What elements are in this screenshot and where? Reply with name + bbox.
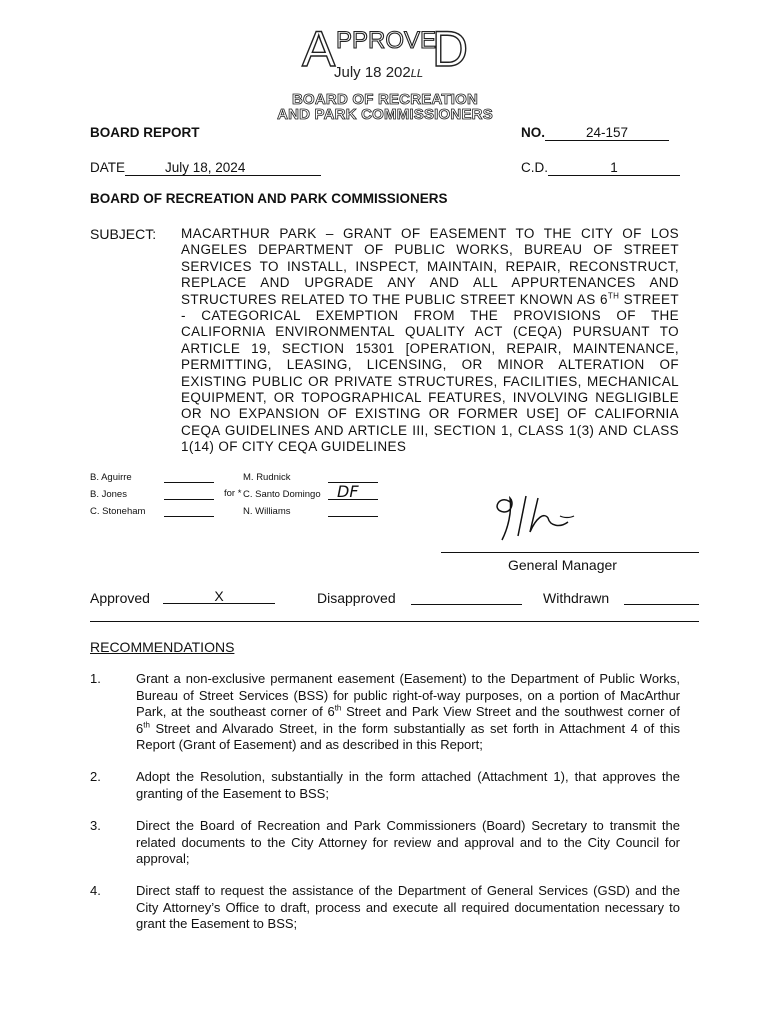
- subject-text: MACARTHUR PARK – GRANT OF EASEMENT TO THE CITY OF LOS ANGELES DEPARTMENT OF PUBLIC WORKS, BUREAU OF STREET SERVICES TO INSTALL, INSPECT, MAINTAIN, REPAIR, RECONSTRUCT, REPLACE AND UPGRADE ANY AND ALL APPURTENANCES AND STRUCTURES RELATED TO THE PUBLIC STREET KNOWN AS 6TH STREET - CATEGORICAL EXEMPTION FROM THE PROVISIONS OF THE CALIFORNIA ENVIRONMENTAL QUALITY ACT (CEQA) PURSUANT TO ARTICLE 19, SECTION 15301 [OPERATION, REPAIR, MAINTENANCE, PERMITTING, LEASING, LICENSING, OR MINOR ALTERATION OF EXISTING PUBLIC OR PRIVATE STRUCTURES, FACILITIES, MECHANICAL EQUIPMENT, OR TOPOGRAPHICAL FEATURES, INVOLVING NEGLIGIBLE OR NO EXPANSION OF EXISTING OR FORMER USE] OF CALIFORNIA CEQA GUIDELINES AND ARTICLE III, SECTION 1, CLASS 1(3) AND CLASS 1(14) OF CITY CEQA GUIDELINES: [181, 226, 679, 455]
- member-santo-domingo: C. Santo Domingo: [243, 489, 321, 500]
- handwritten-initials: DF: [337, 482, 359, 501]
- withdrawn-label: Withdrawn: [543, 590, 610, 606]
- svg-text:D: D: [432, 21, 469, 76]
- general-manager-label: General Manager: [508, 557, 617, 573]
- disapproved-label: Disapproved: [317, 590, 396, 606]
- svg-text:A: A: [302, 21, 336, 76]
- vote-line: [164, 489, 214, 500]
- stamp-organization: BOARD OF RECREATION AND PARK COMMISSIONERS: [277, 91, 493, 123]
- recommendation-text: Direct the Board of Recreation and Park Commissioners (Board) Secretary to transmit the related documents to the City Attorney for review and approval and to the City Council for approval;: [136, 818, 680, 866]
- report-number: NO. 24-157: [521, 125, 669, 141]
- vote-line: [328, 506, 378, 517]
- recommendation-item: 2. Adopt the Resolution, substantially in the form attached (Attachment 1), that approves the granting of the Easement to BSS;: [90, 769, 680, 801]
- approved-label: Approved: [90, 590, 150, 606]
- section-divider: [90, 621, 699, 622]
- disapproved-line: [411, 604, 522, 605]
- handwritten-signature: [490, 488, 600, 544]
- member-rudnick: M. Rudnick: [243, 472, 291, 483]
- member-williams: N. Williams: [243, 506, 291, 517]
- recommendation-text: Adopt the Resolution, substantially in the form attached (Attachment 1), that approves the granting of the Easement to BSS;: [136, 769, 680, 801]
- member-jones: B. Jones: [90, 489, 127, 500]
- signature-line: [441, 552, 699, 553]
- vote-line: [164, 506, 214, 517]
- council-district: C.D. 1: [521, 160, 680, 176]
- recommendation-item: 1. Grant a non-exclusive permanent easement (Easement) to the Department of Public Works, Bureau of Street Services (BSS) for public right-of-way purposes, on a portion of MacArthur Park, at the southeast corner of 6th Street and Park View Street and the southwest corner of 6th Street and Alvarado Street, in the form substantially as set forth in Attachment 4 of this Report (Grant of Easement) and as described in this Report;: [90, 671, 680, 752]
- recommendation-item: 3. Direct the Board of Recreation and Park Commissioners (Board) Secretary to transmit the related documents to the City Attorney for review and approval and to the City Council for approval;: [90, 818, 680, 866]
- recommendation-text: Direct staff to request the assistance of the Department of General Services (GSD) and the City Attorney’s Office to draft, process and execute all required documentation necessary to grant the Easement to BSS;: [136, 883, 680, 931]
- recommendation-text: Grant a non-exclusive permanent easement (Easement) to the Department of Public Works, Bureau of Street Services (BSS) for public right-of-way purposes, on a portion of MacArthur Park, at the southeast corner of 6th Street and Park View Street and the southwest corner of 6th Street and Alvarado Street, in the form substantially as set forth in Attachment 4 of this Report (Grant of Easement) and as described in this Report;: [136, 671, 680, 752]
- subject-label: SUBJECT:: [90, 226, 157, 242]
- for-note: for *: [224, 488, 242, 499]
- member-aguirre: B. Aguirre: [90, 472, 132, 483]
- report-date: DATE July 18, 2024: [90, 160, 321, 176]
- member-stoneham: C. Stoneham: [90, 506, 146, 517]
- stamp-date: July 18 202LL: [334, 64, 423, 81]
- vote-line: [164, 472, 214, 483]
- board-title: BOARD OF RECREATION AND PARK COMMISSIONERS: [90, 191, 448, 206]
- board-report-label: BOARD REPORT: [90, 125, 200, 140]
- approved-mark: X: [163, 589, 275, 604]
- recommendations-heading: RECOMMENDATIONS: [90, 639, 235, 655]
- recommendation-item: 4. Direct staff to request the assistance of the Department of General Services (GSD) and the City Attorney’s Office to draft, process and execute all required documentation necessary to grant the Easement to BSS;: [90, 883, 680, 931]
- stamp-word-middle: PPROVE: [336, 27, 437, 54]
- withdrawn-line: [624, 604, 699, 605]
